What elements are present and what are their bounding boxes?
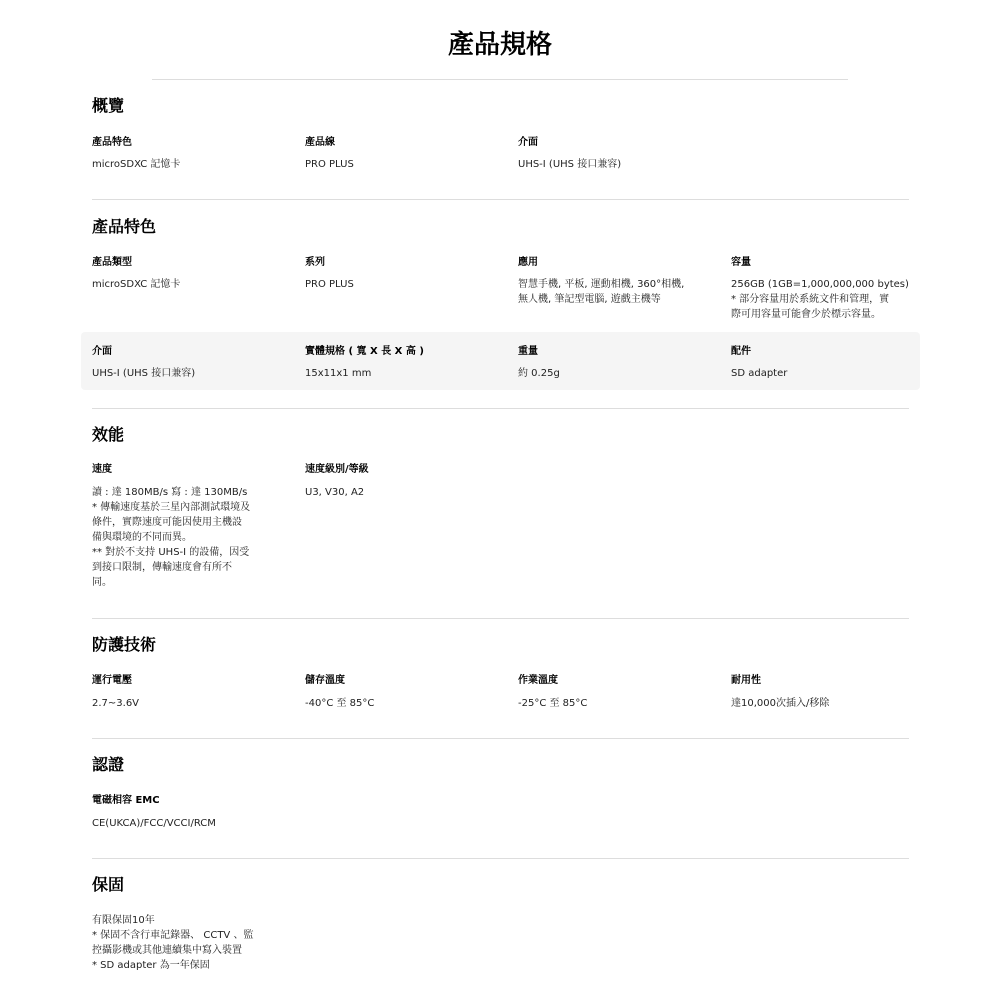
- spec-value-speed-class: U3, V30, A2: [305, 487, 365, 498]
- section-title-protection: 防護技術: [92, 635, 157, 654]
- spec-label-speed: 速度: [92, 464, 112, 475]
- spec-label-dimensions: 實體規格 ( 寬 X 長 X 高 ): [305, 346, 424, 357]
- spec-label-accessories: 配件: [731, 346, 751, 357]
- spec-value-storage-temp: -40°C 至 85°C: [305, 698, 375, 709]
- spec-label-speed-class: 速度級別/等級: [305, 464, 369, 475]
- spec-value-capacity: 256GB (1GB=1,000,000,000 bytes) * 部分容量用於系統文件和管理，實 際可用容量可能會少於標示容量。: [731, 279, 909, 320]
- spec-value-product-line: PRO PLUS: [305, 159, 354, 170]
- spec-value-product-type: microSDXC 記憶卡: [92, 279, 181, 290]
- spec-label-capacity: 容量: [731, 257, 751, 268]
- spec-label-series: 系列: [305, 257, 325, 268]
- spec-value-warranty: 有限保固10年 * 保固不含行車記錄器、 CCTV 、監 控攝影機或其他連續集中寫入裝置 * SD adapter 為一年保固: [92, 915, 254, 971]
- spec-label-product-feature: 產品特色: [92, 137, 132, 148]
- spec-label-weight: 重量: [518, 346, 538, 357]
- spec-value-dimensions: 15x11x1 mm: [305, 368, 372, 379]
- spec-label-product-type: 產品類型: [92, 257, 132, 268]
- spec-value-application: 智慧手機, 平板, 運動相機, 360°相機, 無人機, 筆記型電腦, 遊戲主機等: [518, 279, 685, 305]
- spec-value-series: PRO PLUS: [305, 279, 354, 290]
- section-title-overview: 概覽: [92, 96, 125, 115]
- spec-value-emc: CE(UKCA)/FCC/VCCI/RCM: [92, 818, 216, 829]
- spec-label-durability: 耐用性: [731, 675, 761, 686]
- spec-value-operating-temp: -25°C 至 85°C: [518, 698, 588, 709]
- title-divider: [152, 79, 848, 80]
- spec-label-interface: 介面: [518, 137, 538, 148]
- spec-label-emc: 電磁相容 EMC: [92, 795, 160, 806]
- spec-label-storage-temp: 儲存溫度: [305, 675, 345, 686]
- spec-value-interface: UHS-I (UHS 接口兼容): [518, 159, 622, 170]
- spec-label-application: 應用: [518, 257, 538, 268]
- section-title-warranty: 保固: [92, 875, 125, 894]
- spec-row-highlight: [81, 332, 920, 390]
- page-title: 產品規格: [447, 30, 552, 60]
- section-divider: [92, 408, 909, 409]
- spec-value-speed: 讀 : 達 180MB/s 寫 : 達 130MB/s * 傳輸速度基於三星內部測試環境及 條件，實際速度可能因使用主機設 備與環境的不同而異。 ** 對於不支持 UHS-I 的設備，因受 到接口限制，傳輸速度會有所不 同。: [92, 487, 251, 588]
- spec-label-voltage: 運行電壓: [92, 675, 132, 686]
- section-title-performance: 效能: [92, 425, 125, 444]
- spec-label-operating-temp: 作業溫度: [518, 675, 558, 686]
- section-title-certification: 認證: [92, 755, 125, 774]
- spec-value-durability: 達10,000次插入/移除: [731, 698, 830, 709]
- spec-value-accessories: SD adapter: [731, 368, 788, 379]
- section-divider: [92, 858, 909, 859]
- spec-label-product-line: 產品線: [305, 137, 335, 148]
- spec-value-weight: 約 0.25g: [518, 368, 560, 379]
- section-divider: [92, 618, 909, 619]
- spec-value-voltage: 2.7~3.6V: [92, 698, 140, 709]
- section-divider: [92, 199, 909, 200]
- spec-value-product-feature: microSDXC 記憶卡: [92, 159, 181, 170]
- spec-value-interface-2: UHS-I (UHS 接口兼容): [92, 368, 196, 379]
- spec-label-interface-2: 介面: [92, 346, 112, 357]
- section-title-features: 產品特色: [92, 217, 157, 236]
- section-divider: [92, 738, 909, 739]
